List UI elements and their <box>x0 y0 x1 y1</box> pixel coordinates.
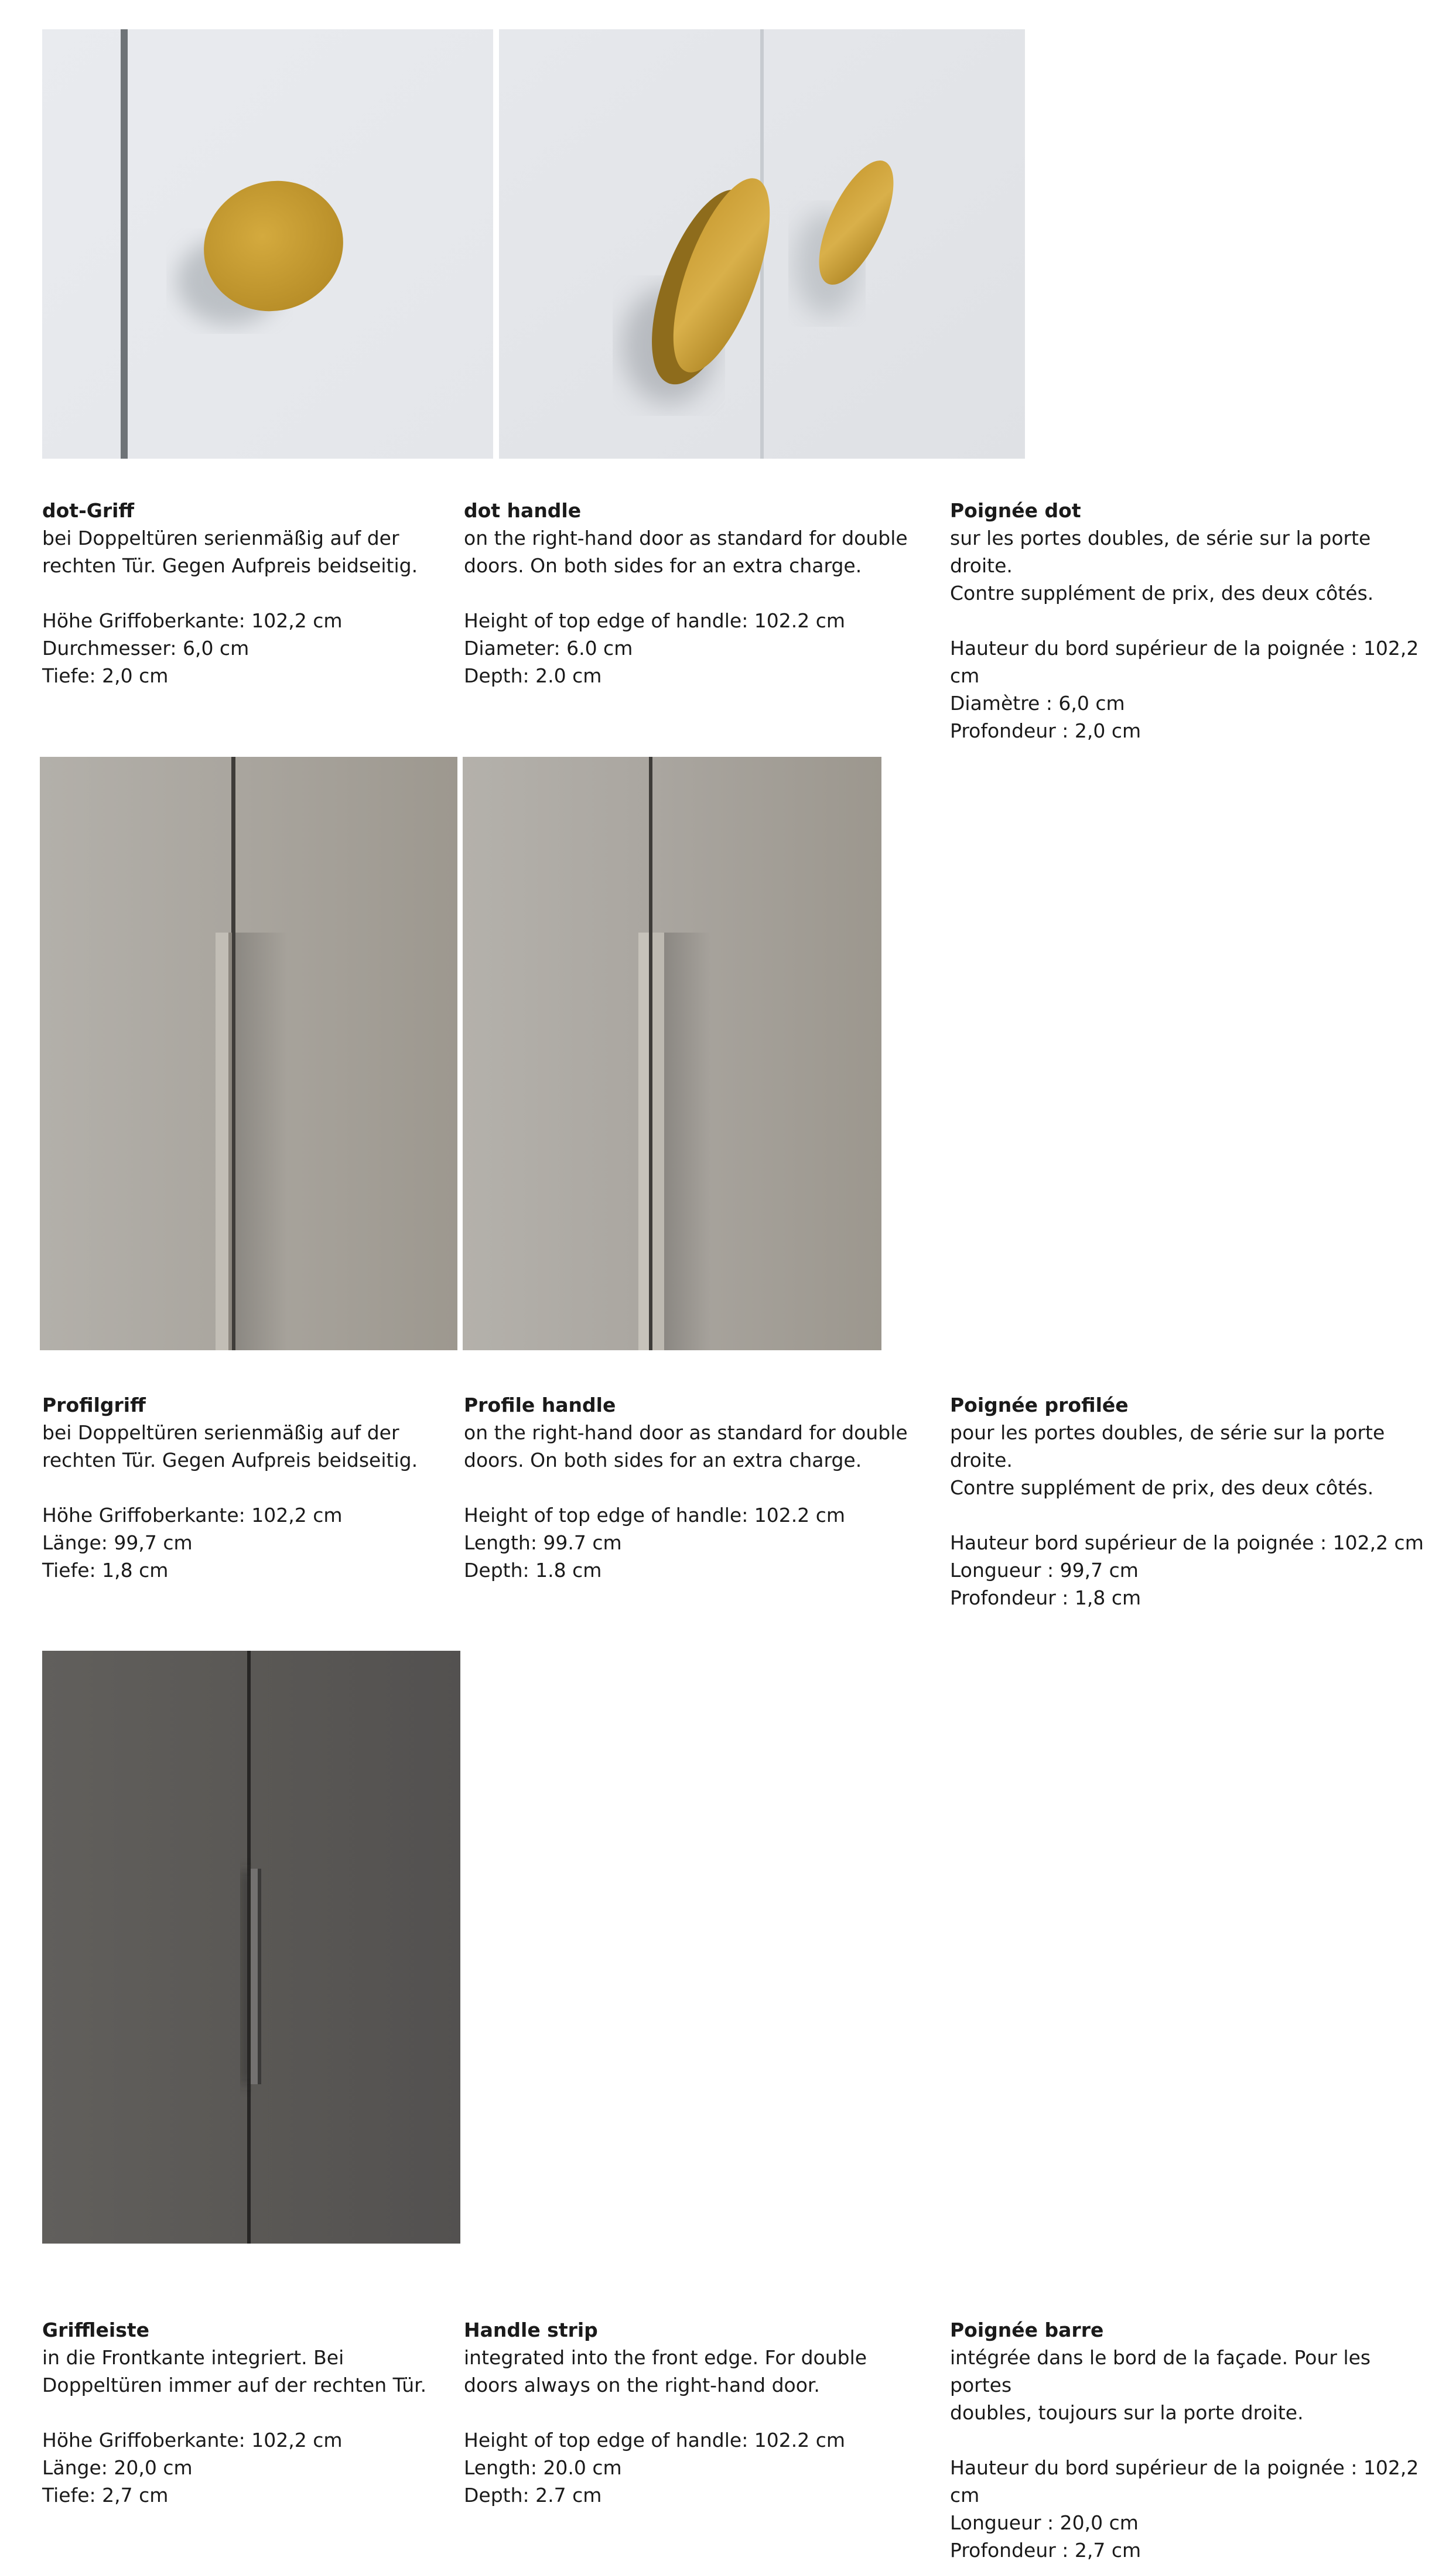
description-line: doubles, toujours sur la porte droite. <box>950 2401 1304 2424</box>
description-line: Doppeltüren immer auf der rechten Tür. <box>42 2374 427 2396</box>
spec-line: Depth: 2.0 cm <box>464 664 602 687</box>
spec-line: Hauteur du bord supérieur de la poignée : 102,2 cm <box>950 637 1419 687</box>
spec-line: Height of top edge of handle: 102.2 cm <box>464 609 846 632</box>
spec-line: Länge: 99,7 cm <box>42 1531 193 1554</box>
handle-strip-photo <box>42 1651 460 2244</box>
description-line: Contre supplément de prix, des deux côtés. <box>950 1476 1374 1499</box>
spec-line: Length: 99.7 cm <box>464 1531 622 1554</box>
block-title: Profilgriff <box>42 1394 146 1416</box>
description-line: rechten Tür. Gegen Aufpreis beidseitig. <box>42 1449 418 1472</box>
spec-line: Tiefe: 2,0 cm <box>42 664 169 687</box>
description-line: in die Frontkante integriert. Bei <box>42 2346 344 2369</box>
handle-strip-german-text <box>42 2316 522 2509</box>
spec-line: Longueur : 20,0 cm <box>950 2511 1139 2534</box>
block-title: Profile handle <box>464 1394 616 1416</box>
spec-line: Depth: 2.7 cm <box>464 2484 602 2507</box>
dot-handle-english-text <box>464 497 944 689</box>
spec-line: Diamètre : 6,0 cm <box>950 692 1125 715</box>
spec-line: Depth: 1.8 cm <box>464 1559 602 1582</box>
spec-line: Höhe Griffoberkante: 102,2 cm <box>42 1504 343 1527</box>
dot-handle-photo-single <box>42 29 493 459</box>
block-title: Poignée barre <box>950 2319 1104 2341</box>
profile-handle-english-text <box>464 1391 944 1584</box>
spec-line: Höhe Griffoberkante: 102,2 cm <box>42 609 343 632</box>
description-line: on the right-hand door as standard for double <box>464 527 908 549</box>
block-title: dot handle <box>464 499 582 522</box>
block-title: dot-Griff <box>42 499 135 522</box>
description-line: Contre supplément de prix, des deux côtés. <box>950 582 1374 605</box>
spec-line: Durchmesser: 6,0 cm <box>42 637 249 660</box>
spec-line: Profondeur : 1,8 cm <box>950 1586 1141 1609</box>
spec-line: Longueur : 99,7 cm <box>950 1559 1139 1582</box>
block-title: Handle strip <box>464 2319 598 2341</box>
spec-line: Diameter: 6.0 cm <box>464 637 633 660</box>
spec-line: Länge: 20,0 cm <box>42 2456 193 2479</box>
description-line: rechten Tür. Gegen Aufpreis beidseitig. <box>42 554 418 577</box>
profile-handle-photo-double <box>463 757 881 1350</box>
description-line: bei Doppeltüren serienmäßig auf der <box>42 527 399 549</box>
spec-line: Höhe Griffoberkante: 102,2 cm <box>42 2429 343 2452</box>
spec-line: Profondeur : 2,0 cm <box>950 719 1141 742</box>
block-title: Poignée dot <box>950 499 1081 522</box>
dot-handle-photo-double <box>499 29 1025 459</box>
description-line: integrated into the front edge. For double <box>464 2346 867 2369</box>
profile-handle-german-text <box>42 1391 522 1584</box>
description-line: intégrée dans le bord de la façade. Pour les portes <box>950 2346 1371 2396</box>
description-line: sur les portes doubles, de série sur la porte droite. <box>950 527 1371 577</box>
handle-strip-english-text <box>464 2316 944 2509</box>
description-line: pour les portes doubles, de série sur la porte droite. <box>950 1421 1385 1472</box>
block-title: Griffleiste <box>42 2319 149 2341</box>
handle-strip-french-text <box>950 2316 1430 2564</box>
spec-line: Length: 20.0 cm <box>464 2456 622 2479</box>
spec-line: Hauteur bord supérieur de la poignée : 102,2 cm <box>950 1531 1424 1554</box>
description-line: doors always on the right-hand door. <box>464 2374 820 2396</box>
block-title: Poignée profilée <box>950 1394 1129 1416</box>
description-line: doors. On both sides for an extra charge. <box>464 554 862 577</box>
description-line: bei Doppeltüren serienmäßig auf der <box>42 1421 399 1444</box>
description-line: on the right-hand door as standard for double <box>464 1421 908 1444</box>
spec-line: Hauteur du bord supérieur de la poignée : 102,2 cm <box>950 2456 1419 2507</box>
description-line: doors. On both sides for an extra charge. <box>464 1449 862 1472</box>
spec-line: Tiefe: 2,7 cm <box>42 2484 169 2507</box>
spec-line: Profondeur : 2,7 cm <box>950 2539 1141 2562</box>
spec-line: Height of top edge of handle: 102.2 cm <box>464 1504 846 1527</box>
spec-line: Tiefe: 1,8 cm <box>42 1559 169 1582</box>
dot-handle-german-text <box>42 497 522 689</box>
spec-line: Height of top edge of handle: 102.2 cm <box>464 2429 846 2452</box>
profile-handle-french-text <box>950 1391 1430 1612</box>
profile-handle-photo-single <box>40 757 457 1350</box>
dot-handle-french-text <box>950 497 1430 745</box>
